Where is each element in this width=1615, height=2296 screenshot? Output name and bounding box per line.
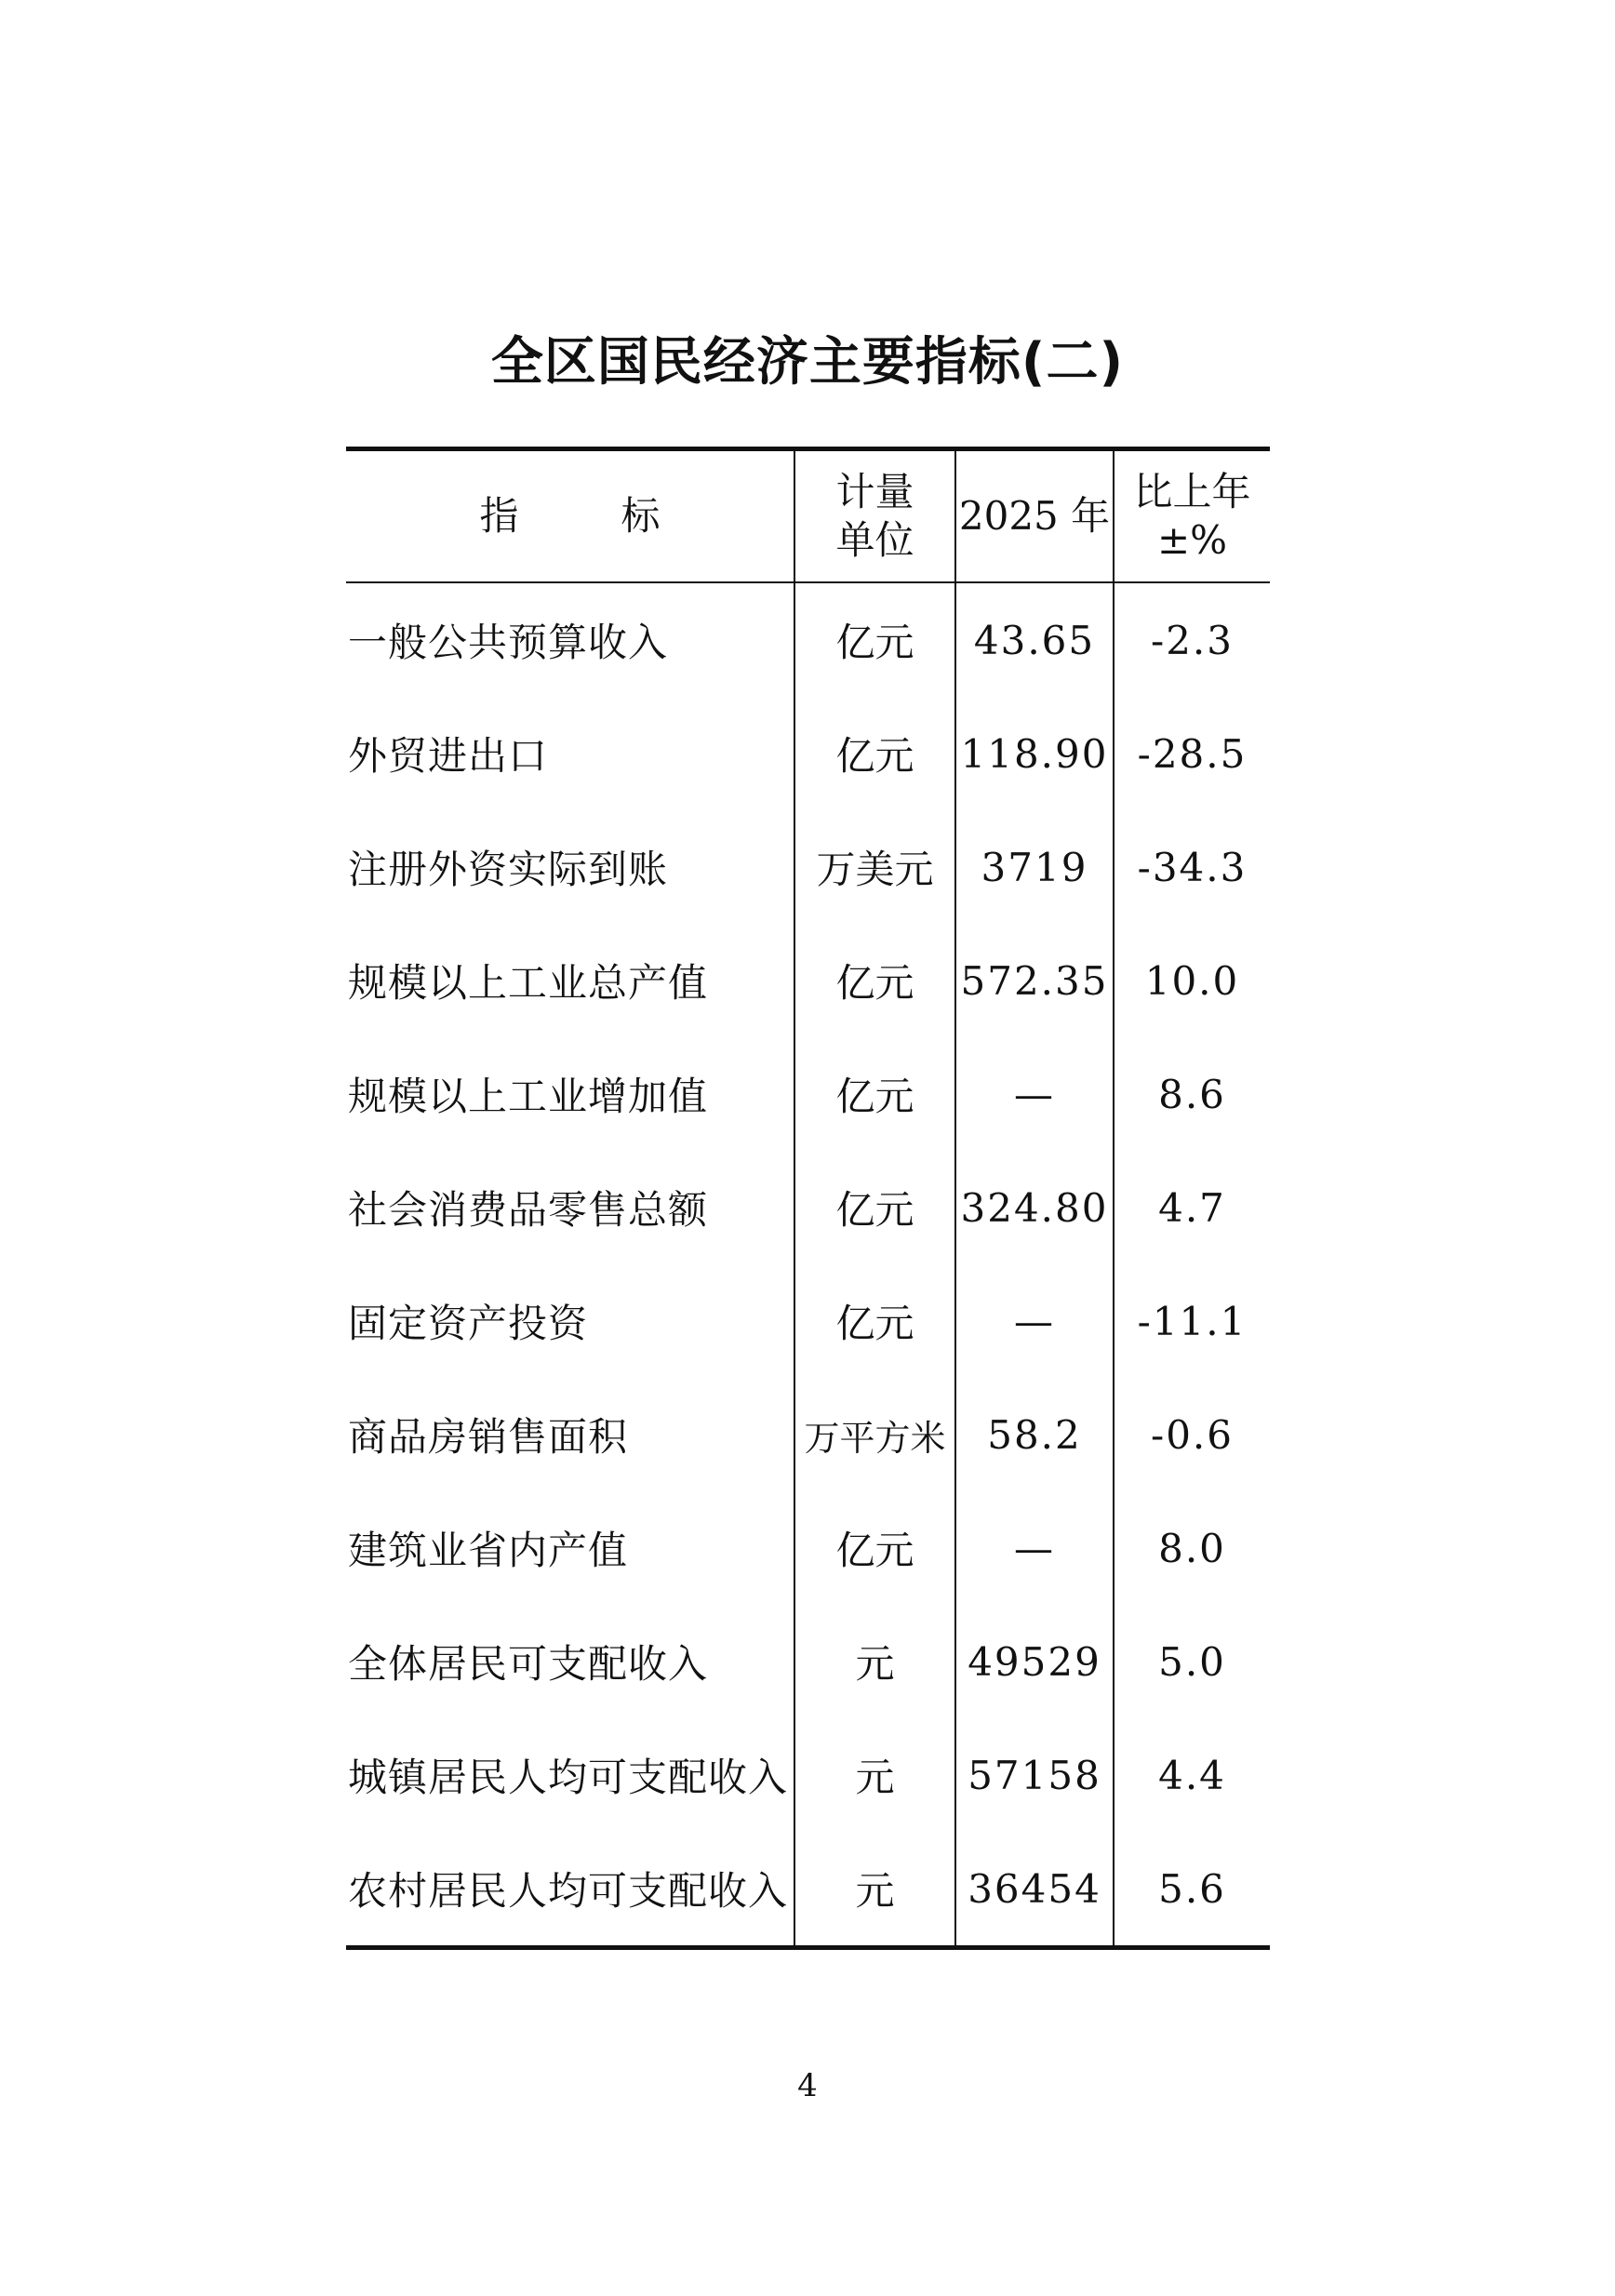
- row-unit: 亿元: [794, 1264, 955, 1378]
- row-unit: 亿元: [794, 582, 955, 697]
- row-change: -28.5: [1114, 697, 1270, 810]
- row-change: 10.0: [1114, 924, 1270, 1037]
- table-row: [346, 1264, 1270, 1378]
- row-value: 49529: [955, 1605, 1114, 1718]
- row-name: 规模以上工业增加值: [348, 1074, 709, 1119]
- table-row: [346, 1718, 1270, 1832]
- row-name: 注册外资实际到账: [348, 847, 669, 892]
- row-change: -0.6: [1114, 1378, 1270, 1491]
- row-change: 5.0: [1114, 1605, 1270, 1718]
- row-name: 规模以上工业总产值: [348, 960, 709, 1006]
- row-unit: 元: [794, 1718, 955, 1832]
- row-value: 572.35: [955, 924, 1114, 1037]
- row-change: -34.3: [1114, 810, 1270, 924]
- header-unit-line-2: 单位: [835, 517, 914, 563]
- row-value: 36454: [955, 1832, 1114, 1948]
- row-unit: 亿元: [794, 1151, 955, 1264]
- row-value: —: [955, 1037, 1114, 1151]
- row-name: 农村居民人均可支配收入: [348, 1868, 789, 1914]
- row-value: 3719: [955, 810, 1114, 924]
- table-row: [346, 810, 1270, 924]
- row-unit: 亿元: [794, 1037, 955, 1151]
- header-unit: [794, 449, 955, 583]
- page-title: 全区国民经济主要指标(二): [490, 332, 1125, 393]
- row-change: 8.6: [1114, 1037, 1270, 1151]
- row-unit: 亿元: [794, 697, 955, 810]
- table-row: [346, 924, 1270, 1037]
- indicators-table: [346, 447, 1270, 1950]
- row-unit: 亿元: [794, 1491, 955, 1605]
- row-value: 324.80: [955, 1151, 1114, 1264]
- row-name: 城镇居民人均可支配收入: [348, 1755, 789, 1800]
- row-name: 商品房销售面积: [348, 1414, 629, 1460]
- row-name: 社会消费品零售总额: [348, 1187, 709, 1233]
- table-body: [346, 582, 1270, 1948]
- header-year: 2025 年: [955, 449, 1114, 583]
- table-row: [346, 1151, 1270, 1264]
- header-row: [346, 449, 1270, 583]
- row-unit: 万美元: [794, 810, 955, 924]
- table-header: [346, 449, 1270, 583]
- table-row: [346, 1378, 1270, 1491]
- row-change: 4.4: [1114, 1718, 1270, 1832]
- header-indicator-char-1: 指: [479, 493, 519, 539]
- row-name: 全体居民可支配收入: [348, 1641, 709, 1687]
- row-name: 一般公共预算收入: [348, 620, 669, 665]
- header-change-line-1: 比上年: [1133, 469, 1251, 514]
- table-row: [346, 582, 1270, 697]
- row-change: -2.3: [1114, 582, 1270, 697]
- row-value: 43.65: [955, 582, 1114, 697]
- row-change: 8.0: [1114, 1491, 1270, 1605]
- header-indicator: [346, 449, 794, 583]
- header-change: [1114, 449, 1270, 583]
- header-indicator-char-2: 标: [621, 493, 661, 539]
- table-row: [346, 1605, 1270, 1718]
- row-change: 5.6: [1114, 1832, 1270, 1948]
- row-name: 固定资产投资: [348, 1301, 589, 1346]
- row-change: 4.7: [1114, 1151, 1270, 1264]
- row-value: —: [955, 1264, 1114, 1378]
- header-unit-line-1: 计量: [835, 469, 914, 514]
- page-number: 4: [797, 2067, 818, 2104]
- row-name: 外贸进出口: [348, 733, 549, 779]
- row-unit: 元: [794, 1832, 955, 1948]
- table-row: [346, 1832, 1270, 1948]
- row-unit: 元: [794, 1605, 955, 1718]
- row-unit: 万平方米: [794, 1378, 955, 1491]
- row-change: -11.1: [1114, 1264, 1270, 1378]
- row-value: 58.2: [955, 1378, 1114, 1491]
- row-value: 118.90: [955, 697, 1114, 810]
- header-change-line-2: ±%: [1156, 517, 1228, 563]
- table-row: [346, 1491, 1270, 1605]
- row-unit: 亿元: [794, 924, 955, 1037]
- row-value: —: [955, 1491, 1114, 1605]
- row-value: 57158: [955, 1718, 1114, 1832]
- table-row: [346, 1037, 1270, 1151]
- row-name: 建筑业省内产值: [348, 1528, 629, 1573]
- table-row: [346, 697, 1270, 810]
